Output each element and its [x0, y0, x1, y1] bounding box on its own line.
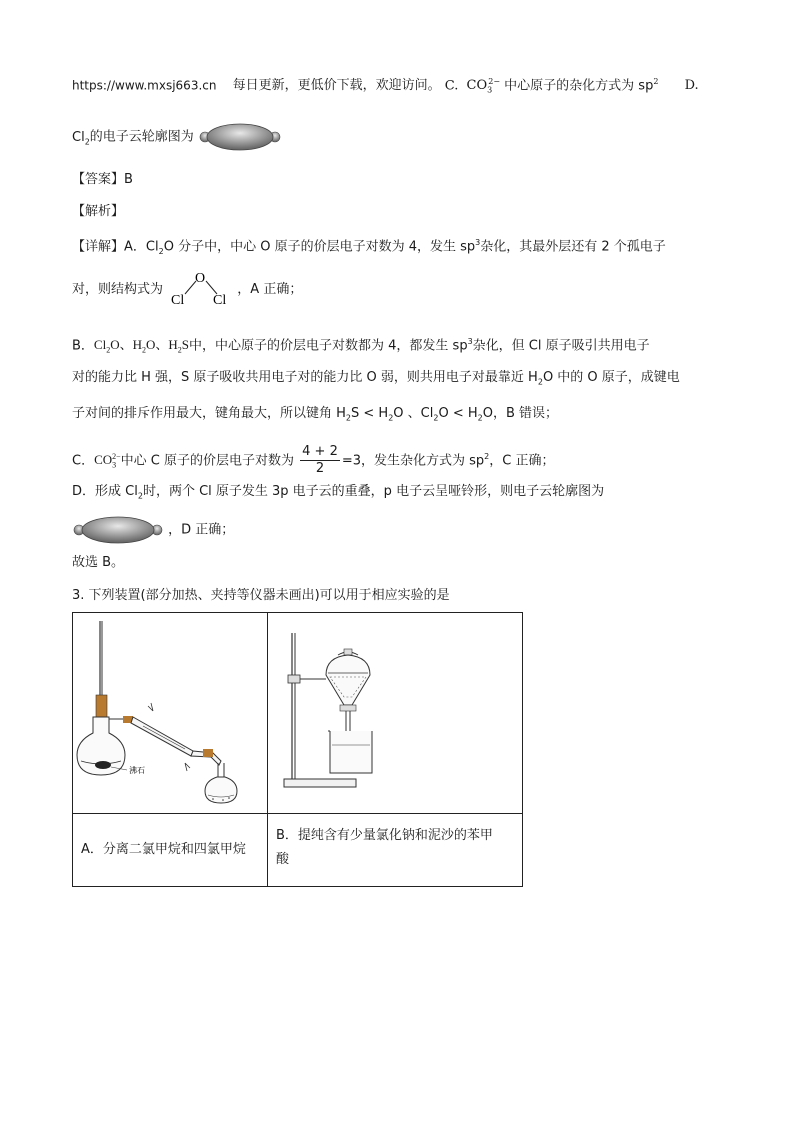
distillation-apparatus-cell [73, 613, 268, 814]
structure-o: O [195, 271, 206, 286]
question3-options-table [72, 612, 523, 887]
conclusion: 故选 B。 [72, 555, 125, 570]
option-d-prefix: D. [684, 78, 699, 94]
distillation-apparatus-icon [73, 613, 267, 809]
cl2-formula: $Cl_2$ [72, 129, 90, 147]
detail-b-line1: B．$Cl_2O$、$H_2O$、$H_2S$中，中心原子的价层电子对数都为 4，都发生 $sp^3$杂化，但 Cl 原子吸引共用电子 [72, 337, 650, 355]
structural-formula [167, 270, 233, 306]
answer-label: 【答案】 [72, 172, 125, 187]
fraction: $\frac{4 + 2}{2}$ [302, 444, 338, 477]
option-a-cell[interactable] [73, 814, 268, 887]
answer-line [72, 170, 133, 190]
detail-b-line3: 子对间的排斥作用最大，键角最大，所以键角 $H_2S < H_2O$ 、$Cl_2O < H_2O$，B 错误； [72, 406, 559, 423]
option-b-cell[interactable] [268, 814, 523, 887]
co3-formula: $CO_3^{2-}$ [466, 77, 501, 95]
option-b-text: B．提纯含有少量氯化钠和泥沙的苯甲 酸 [276, 828, 493, 867]
detail-d-line1: D．形成 $Cl_2$时，两个 Cl 原子发生 3p 电子云的重叠，p 电子云呈哑铃形，则电子云轮廓图为 [72, 484, 605, 501]
option-c-text: 中心原子的杂化方式为 sp [504, 78, 654, 94]
question3-title: 3. 下列装置(部分加热、夹持等仪器未画出)可以用于相应实验的是 [72, 588, 450, 603]
source-url[interactable]: https://www.mxsj663.cn [72, 78, 217, 93]
detail-a-line2: 对，则结构式为 O Cl Cl ，A 正确； [72, 271, 303, 306]
structure-cl-right: Cl [213, 293, 227, 306]
orbital-diagram-icon [72, 515, 164, 545]
orbital-diagram-icon [198, 122, 282, 152]
option-a-text: A．分离二氯甲烷和四氯甲烷 [81, 842, 246, 857]
detail-label: 【详解】 [72, 239, 125, 255]
cl2-orbital-line [72, 122, 282, 152]
filtration-apparatus-cell [268, 613, 523, 814]
structure-cl-left: Cl [171, 293, 185, 306]
answer-value: B [124, 172, 133, 187]
filtration-apparatus-icon [268, 613, 522, 809]
detail-a-line1: 【详解】A．$Cl_2O$ 分子中，中心 O 原子的价层电子对数为 4，发生 $sp^3$杂化，其最外层还有 2 个孤电子 [72, 238, 666, 256]
detail-b-line2: 对的能力比 H 强，S 原子吸收共用电子对的能力比 O 弱，则共用电子对最靠近 $H_2O$ 中的 O 原子，成键电 [72, 370, 680, 387]
boiling-stone-label: 沸石 [129, 766, 145, 775]
sp2-sup: 2 [653, 77, 659, 86]
detail-d-line2: ，D 正确； [72, 515, 234, 545]
option-c-prefix: C. [444, 78, 459, 94]
orbital-text: 的电子云轮廓图为 [89, 129, 194, 145]
detail-c-line: C．$CO_3^{2-}$中心 C 原子的价层电子对数为 $\frac{4 + 2}{2}$ =3，发生杂化方式为 $sp^2$，C 正确； [72, 444, 555, 477]
notice-text: 每日更新，更低价下载，欢迎访问。 [232, 78, 441, 94]
header-line [72, 72, 699, 101]
analysis-label: 【解析】 [72, 204, 125, 219]
